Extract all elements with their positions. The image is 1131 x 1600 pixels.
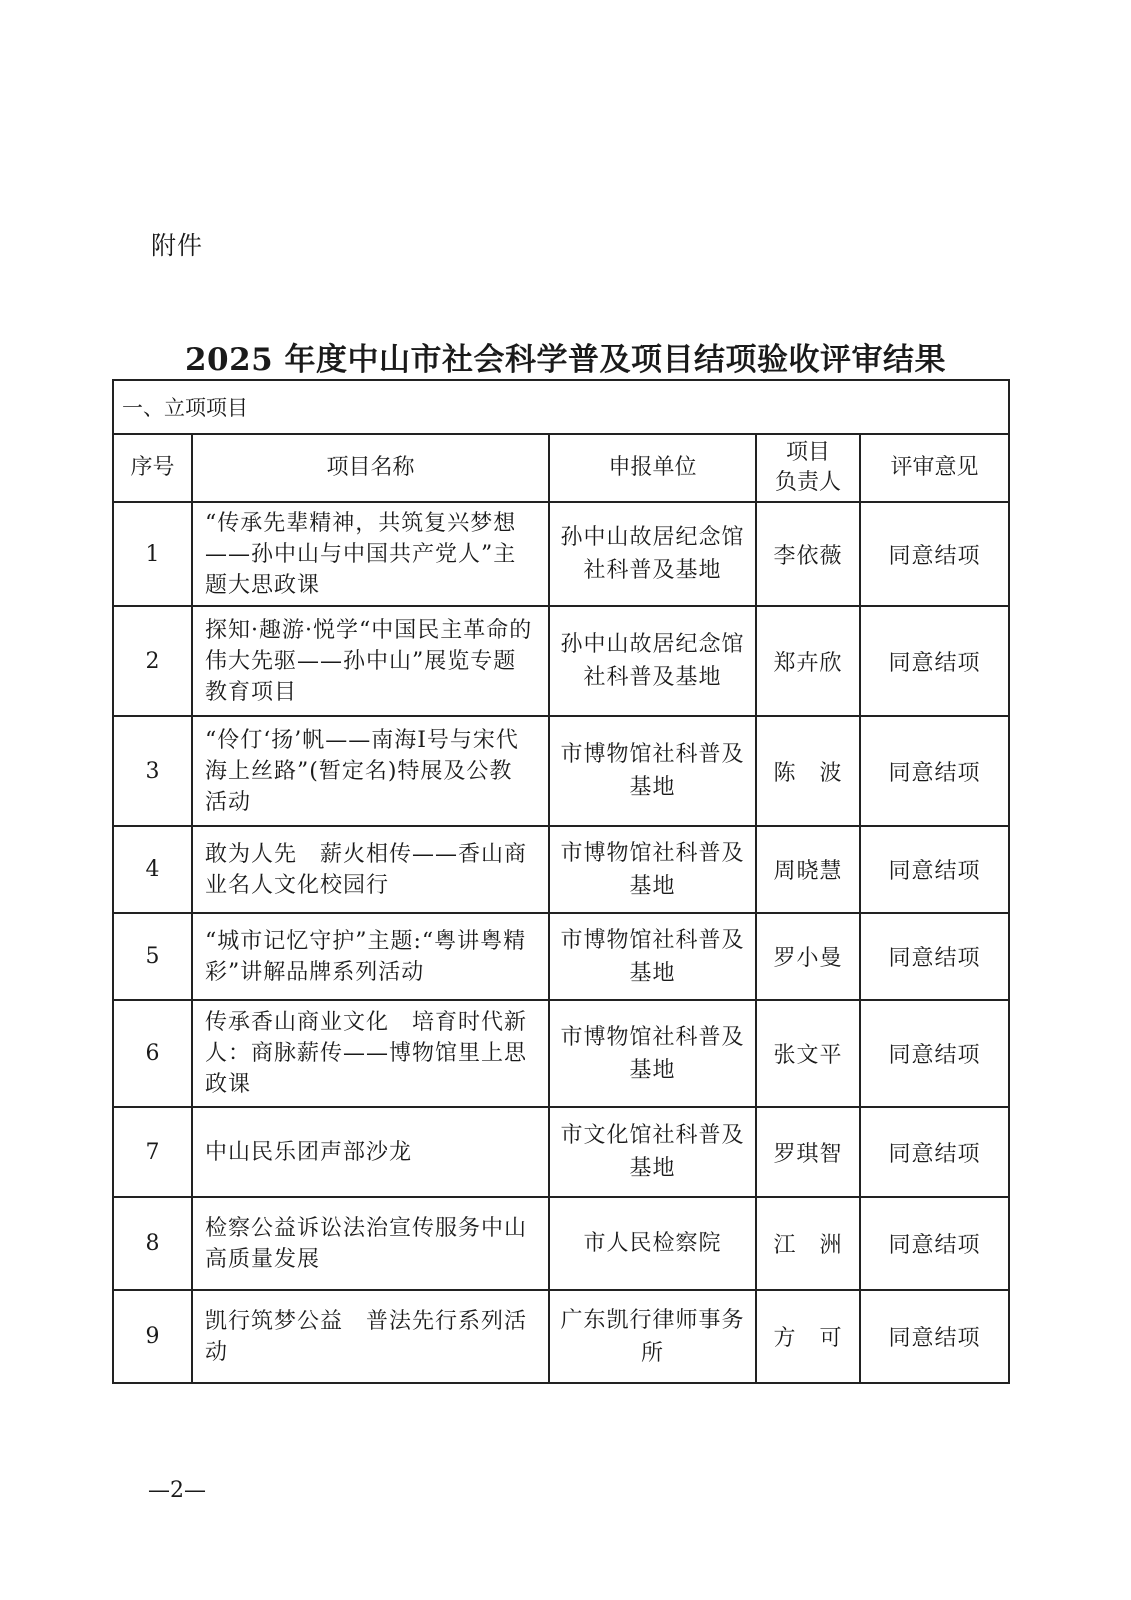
table-row	[113, 1107, 1009, 1197]
row-project-name: 敢为人先 薪火相传——香山商业名人文化校园行	[192, 826, 549, 913]
column-header-index: 序号	[113, 434, 192, 502]
row-project-name: 传承香山商业文化 培育时代新人：商脉薪传——博物馆里上思政课	[192, 1000, 549, 1107]
table-row	[113, 826, 1009, 913]
row-unit: 孙中山故居纪念馆社科普及基地	[549, 606, 756, 716]
table-row	[113, 1197, 1009, 1290]
row-index: 4	[113, 826, 192, 913]
row-project-name: 凯行筑梦公益 普法先行系列活动	[192, 1290, 549, 1383]
row-index: 7	[113, 1107, 192, 1197]
page-number: —2—	[148, 1478, 206, 1503]
row-opinion: 同意结项	[860, 606, 1009, 716]
table-body	[113, 502, 1009, 1383]
row-person: 李依薇	[756, 502, 860, 606]
column-header-person-line1: 项目	[785, 440, 830, 465]
row-person: 方 可	[756, 1290, 860, 1383]
row-project-name: 检察公益诉讼法治宣传服务中山高质量发展	[192, 1197, 549, 1290]
results-table	[112, 379, 1010, 1384]
row-person: 周晓慧	[756, 826, 860, 913]
row-opinion: 同意结项	[860, 1000, 1009, 1107]
row-index: 8	[113, 1197, 192, 1290]
attachment-label: 附件	[151, 231, 204, 260]
column-header-person-line2: 负责人	[774, 470, 841, 495]
table-row	[113, 913, 1009, 1000]
row-unit: 市文化馆社科普及基地	[549, 1107, 756, 1197]
row-opinion: 同意结项	[860, 716, 1009, 826]
column-header-person	[756, 434, 860, 502]
row-opinion: 同意结项	[860, 913, 1009, 1000]
row-index: 5	[113, 913, 192, 1000]
row-person: 江 洲	[756, 1197, 860, 1290]
row-index: 3	[113, 716, 192, 826]
row-unit: 市博物馆社科普及基地	[549, 1000, 756, 1107]
row-person: 郑卉欣	[756, 606, 860, 716]
row-person: 张文平	[756, 1000, 860, 1107]
table-row	[113, 502, 1009, 606]
row-unit: 市博物馆社科普及基地	[549, 826, 756, 913]
row-unit: 广东凯行律师事务所	[549, 1290, 756, 1383]
section-row	[113, 380, 1009, 434]
table-row	[113, 716, 1009, 826]
row-unit: 市人民检察院	[549, 1197, 756, 1290]
row-project-name: “伶仃‘扬’帆——南海I号与宋代海上丝路”(暂定名)特展及公教活动	[192, 716, 549, 826]
header-row	[113, 434, 1009, 502]
row-opinion: 同意结项	[860, 826, 1009, 913]
row-opinion: 同意结项	[860, 1290, 1009, 1383]
column-header-opinion: 评审意见	[860, 434, 1009, 502]
row-person: 罗小曼	[756, 913, 860, 1000]
column-header-unit: 申报单位	[549, 434, 756, 502]
row-index: 2	[113, 606, 192, 716]
table-row	[113, 1290, 1009, 1383]
document-title: 2025 年度中山市社会科学普及项目结项验收评审结果	[184, 342, 947, 378]
row-opinion: 同意结项	[860, 502, 1009, 606]
row-index: 1	[113, 502, 192, 606]
row-index: 6	[113, 1000, 192, 1107]
column-header-name: 项目名称	[192, 434, 549, 502]
row-project-name: 探知·趣游·悦学“中国民主革命的伟大先驱——孙中山”展览专题教育项目	[192, 606, 549, 716]
row-index: 9	[113, 1290, 192, 1383]
row-project-name: “传承先辈精神，共筑复兴梦想——孙中山与中国共产党人”主题大思政课	[192, 502, 549, 606]
section-heading: 一、立项项目	[113, 380, 1009, 434]
table-row	[113, 606, 1009, 716]
row-person: 罗琪智	[756, 1107, 860, 1197]
row-unit: 市博物馆社科普及基地	[549, 716, 756, 826]
row-unit: 市博物馆社科普及基地	[549, 913, 756, 1000]
table-row	[113, 1000, 1009, 1107]
row-person: 陈 波	[756, 716, 860, 826]
row-unit: 孙中山故居纪念馆社科普及基地	[549, 502, 756, 606]
row-opinion: 同意结项	[860, 1197, 1009, 1290]
row-project-name: “城市记忆守护”主题:“粤讲粤精彩”讲解品牌系列活动	[192, 913, 549, 1000]
row-opinion: 同意结项	[860, 1107, 1009, 1197]
row-project-name: 中山民乐团声部沙龙	[192, 1107, 549, 1197]
